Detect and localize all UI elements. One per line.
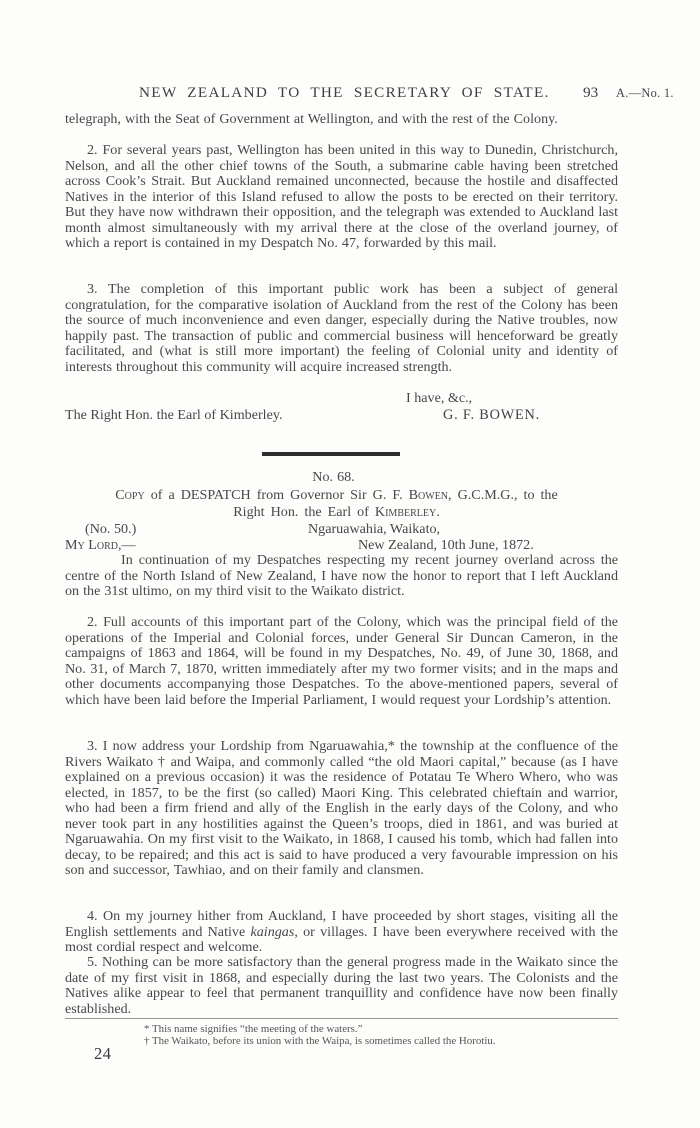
despatch-67-paragraph-2: 2. For several years past, Wellington has been united in this way to Dunedin, Christchurch, Nelson, and all the other chief towns of the South, a submarine cable having been stretched across Cook’s Strait. But Auckland remained unconnected, because the hostile and disaffected Natives in the interior of this Island refused to allow the posts to be erected on their territory. But they have now withdrawn their opposition, and the telegraph was extended to Auckland last month almost simultaneously with my arrival there at the close of the overland journey, of which a report is contained in my Despatch No. 47, forwarded by this mail. <box>65 142 618 251</box>
heading-line2-end: . <box>436 504 440 520</box>
place-line: Ngaruawahia, Waikato, <box>308 521 441 537</box>
heading-line2-pre: Right Hon. the Earl of <box>233 504 375 520</box>
heading-copy: Copy <box>115 487 145 503</box>
page-number-bottom: 24 <box>94 1044 112 1063</box>
despatch-67-paragraph-3: 3. The completion of this important public work has been a subject of general congratulation, for the comparative isolation of Auckland from the rest of the Colony has been the source of much inconvenience and even danger, especially during the Native troubles, now happily past. The transaction of public and commercial business will henceforward be greatly facilitated, and (what is still more important) the feeling of Colonial unity and identity of interests throughout this community will acquire increased strength. <box>65 281 618 375</box>
despatch-inner-number: (No. 50.) <box>85 521 137 537</box>
date-line: New Zealand, 10th June, 1872. <box>358 537 534 553</box>
despatch-heading-line-1 <box>65 487 608 504</box>
header-page-number: 93 <box>583 84 599 101</box>
despatch-68-paragraph-5: 5. Nothing can be more satisfactory than the general progress made in the Waikato since the date of my first visit in 1868, and especially during the last two years. The Colonists and the Natives alike appear to feel that permanent tranquillity and confidence have now been finally established. <box>65 954 618 1017</box>
despatch-heading-line-2 <box>65 504 608 521</box>
signature: G. F. BOWEN. <box>443 407 541 423</box>
running-header-title: NEW ZEALAND TO THE SECRETARY OF STATE. <box>139 84 550 101</box>
despatch-number-heading: No. 68. <box>312 469 355 485</box>
despatch-68-paragraph-2: 2. Full accounts of this important part of the Colony, which was the principal field of the operations of the Imperial and Colonial forces, under General Sir Duncan Cameron, in the campaigns of 1863 and 1864, will be found in my Despatches, No. 49, of June 30, 1868, and No. 31, of March 7, 1870, written immediately after my two former visits; and in the maps and other documents accompanying those Despatches. To the above-mentioned papers, several of which have been laid before the Imperial Parliament, I would request your Lordship’s attention. <box>65 614 618 708</box>
despatch-heading <box>65 487 618 521</box>
heading-kimberley: Kimberley <box>374 504 437 520</box>
footnote-dagger: † The Waikato, before its union with the Waipa, is sometimes called the Horotiu. <box>144 1035 496 1047</box>
valediction: I have, &c., <box>406 390 473 406</box>
heading-mid-1: of a DESPATCH from Governor Sir G. F. <box>144 487 409 503</box>
despatch-68-paragraph-1: In continuation of my Despatches respecting my recent journey overland across the centre of the North Island of New Zealand, I have now the honor to report that I left Auckland on the 31st ultimo, on my third visit to the Waikato district. <box>65 552 618 599</box>
footnote-asterisk: * This name signifies “the meeting of the waters.” <box>144 1023 363 1035</box>
footnote-separator-rule <box>65 1018 618 1019</box>
heading-bowen: Bowen <box>408 487 449 503</box>
section-divider-rule <box>262 452 400 456</box>
heading-mid-2: , G.C.M.G., to the <box>448 487 558 503</box>
continuation-paragraph: telegraph, with the Seat of Government at Wellington, and with the rest of the Colony. <box>65 111 558 127</box>
despatch-68-paragraph-3: 3. I now address your Lordship from Ngaruawahia,* the township at the confluence of the Rivers Waikato † and Waipa, and commonly called “the old Maori capital,” because (as I have explained on a previous occasion) it was the residence of Potatau Te Whero Whero, who was elected, in 1857, to be the first (so called) Maori King. This celebrated chieftain and warrior, who had been a firm friend and ally of the English in the early days of the Colony, and who never took part in any hostilities against the Queen’s troops, died in 1861, and was buried at Ngaruawahia. On my first visit to the Waikato, in 1868, I caused his tomb, which had fallen into decay, to be repaired; and this act is said to have produced a very favourable impression on his son and successor, Tawhiao, and on their family and clansmen. <box>65 738 618 878</box>
salutation-my-lord: My Lord <box>65 537 118 553</box>
salutation-dash: ,— <box>118 537 136 553</box>
despatch-68-paragraph-4 <box>65 909 618 956</box>
paragraph-4-text-end: , or villages. I have been everywhere received with the most cordial respect and welcome. <box>65 923 619 955</box>
paragraph-4-italic-word: kaingas <box>250 923 295 940</box>
paper-reference: A.—No. 1. <box>616 86 674 100</box>
addressee-line: The Right Hon. the Earl of Kimberley. <box>65 407 283 423</box>
paragraph-4-text: 4. On my journey hither from Auckland, I have proceeded by short stages, visiting all the English settlements and Native <box>65 908 618 940</box>
